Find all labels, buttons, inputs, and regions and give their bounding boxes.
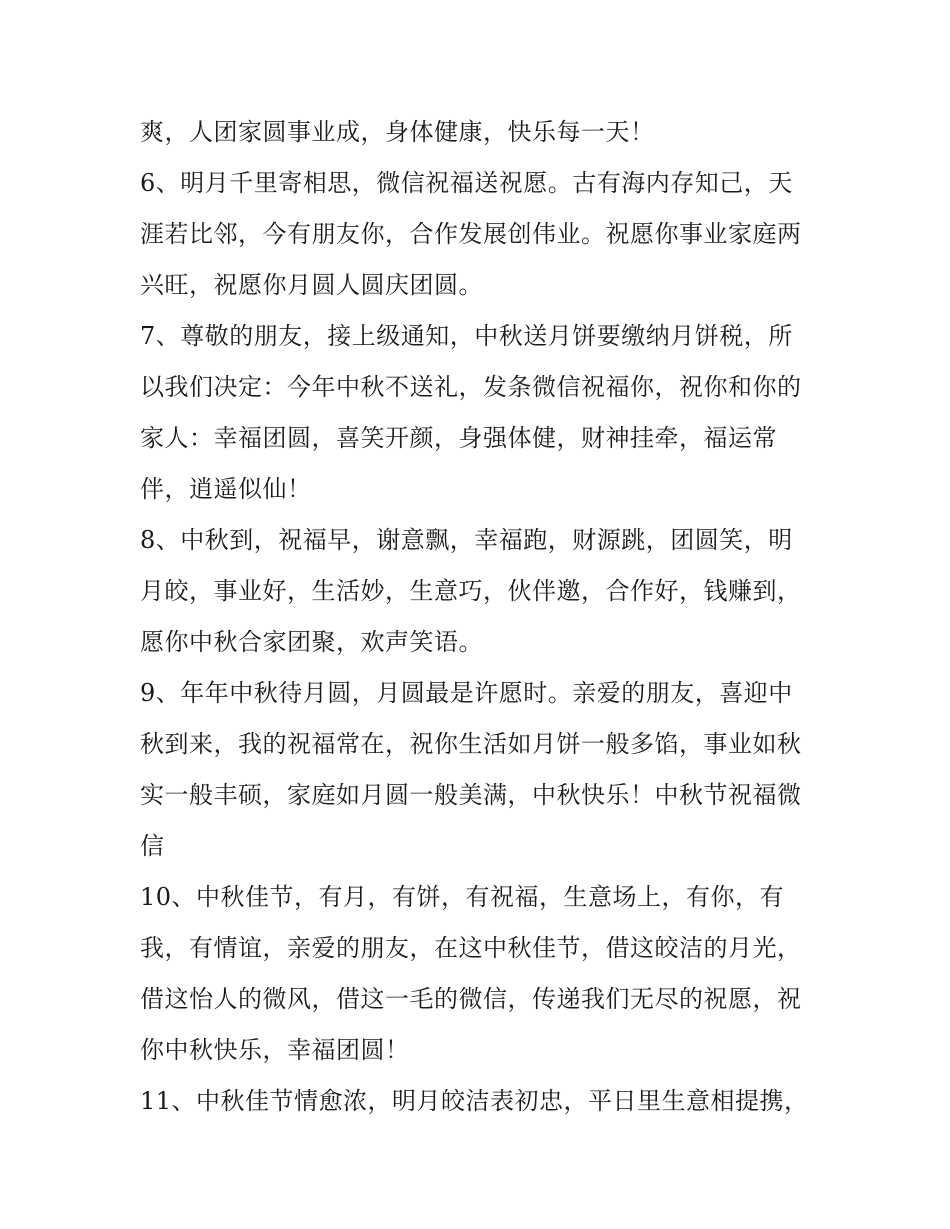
text-line: 秋到来，我的祝福常在，祝你生活如月饼一般多馅，事业如秋 — [140, 730, 802, 758]
text-line: 爽，人团家圆事业成，身体健康，快乐每一天！ — [140, 118, 655, 146]
text-line: 涯若比邻，今有朋友你，合作发展创伟业。祝愿你事业家庭两 — [140, 220, 802, 248]
text-line: 你中秋快乐，幸福团圆！ — [140, 1036, 410, 1064]
text-line: 借这怡人的微风，借这一毛的微信，传递我们无尽的祝愿，祝 — [140, 985, 802, 1013]
text-line: 家人：幸福团圆，喜笑开颜，身强体健，财神挂牵，福运常 — [140, 424, 777, 452]
text-line: 我，有情谊，亲爱的朋友，在这中秋佳节，借这皎洁的月光， — [140, 934, 802, 962]
text-line: 10、中秋佳节，有月，有饼，有祝福，生意场上，有你，有 — [140, 883, 785, 911]
text-line: 信 — [140, 832, 165, 860]
text-line: 9、年年中秋待月圆，月圆最是许愿时。亲爱的朋友，喜迎中 — [140, 679, 793, 707]
text-line: 6、明月千里寄相思，微信祝福送祝愿。古有海内存知己，天 — [140, 169, 793, 197]
text-line: 以我们决定：今年中秋不送礼，发条微信祝福你，祝你和你的 — [140, 373, 802, 401]
text-line: 11、中秋佳节情愈浓，明月皎洁表初忠，平日里生意相提携， — [140, 1087, 809, 1115]
text-line: 愿你中秋合家团聚，欢声笑语。 — [140, 628, 483, 656]
text-line: 实一般丰硕，家庭如月圆一般美满，中秋快乐！中秋节祝福微 — [140, 781, 802, 809]
text-line: 伴，逍遥似仙！ — [140, 475, 312, 503]
text-line: 兴旺，祝愿你月圆人圆庆团圆。 — [140, 271, 483, 299]
text-line: 7、尊敬的朋友，接上级通知，中秋送月饼要缴纳月饼税，所 — [140, 322, 793, 350]
text-line: 8、中秋到，祝福早，谢意飘，幸福跑，财源跳，团圆笑，明 — [140, 526, 793, 554]
text-line: 月皎，事业好，生活妙，生意巧，伙伴邀，合作好，钱赚到， — [140, 577, 802, 605]
body-text — [140, 107, 830, 1127]
